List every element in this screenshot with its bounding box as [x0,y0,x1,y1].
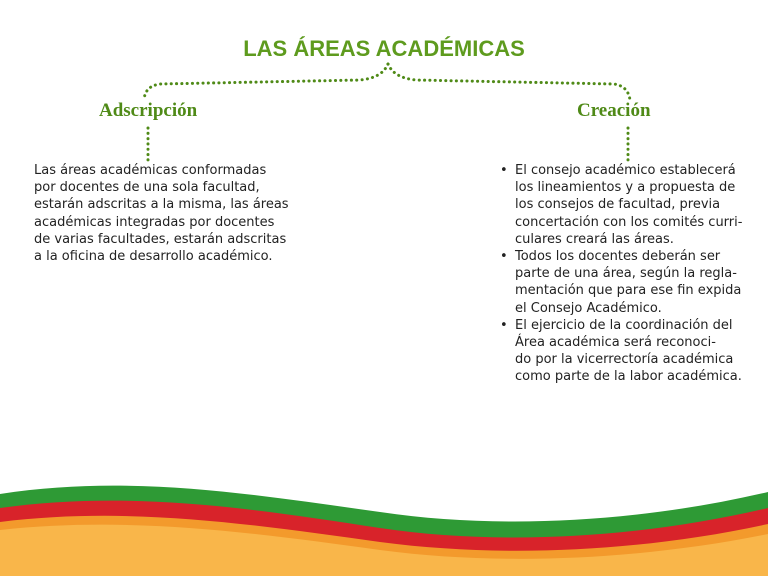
bullet-item [498,317,742,386]
bullet-item [498,248,742,317]
bullet-item [498,162,743,248]
bullet-line: do por la vicerrectoría académica [515,352,734,368]
dotted-connector [144,64,630,160]
bullet-line: culares creará las áreas. [515,231,674,247]
paragraph-line: por docentes de una sola facultad, [34,180,260,196]
heading-creacion: Creación [577,100,651,121]
bullet-line: parte de una área, según la regla- [515,266,737,282]
bullet-line: los consejos de facultad, previa [515,197,721,213]
page-title: LAS ÁREAS ACADÉMICAS [243,36,525,61]
heading-adscripcion: Adscripción [99,100,198,121]
bullet-line: concertación con los comités curri- [515,214,743,230]
adscripcion-paragraph [34,162,289,265]
paragraph-line: de varias facultades, estarán adscritas [34,231,287,247]
bullet-line: • Todos los docentes deberán ser [515,249,721,265]
bottom-wave-decoration [0,486,768,576]
bullet-line: • El consejo académico establecerá [515,163,736,178]
bullet-line: • El ejercicio de la coordinación del [515,317,733,333]
bullet-line: el Consejo Académico. [515,300,662,316]
paragraph-line: académicas integradas por docentes [34,214,275,230]
paragraph-line: Las áreas académicas conformadas [34,163,267,178]
creacion-bullet-list [498,162,743,386]
bullet-line: mentación que para ese fin expida [515,283,742,299]
paragraph-line: a la oficina de desarrollo académico. [34,249,273,265]
bullet-line: los lineamientos y a propuesta de [515,180,736,196]
bullet-line: como parte de la labor académica. [515,369,742,385]
bullet-line: Área académica será reconoci- [515,335,716,351]
paragraph-line: estarán adscritas a la misma, las áreas [34,197,289,213]
